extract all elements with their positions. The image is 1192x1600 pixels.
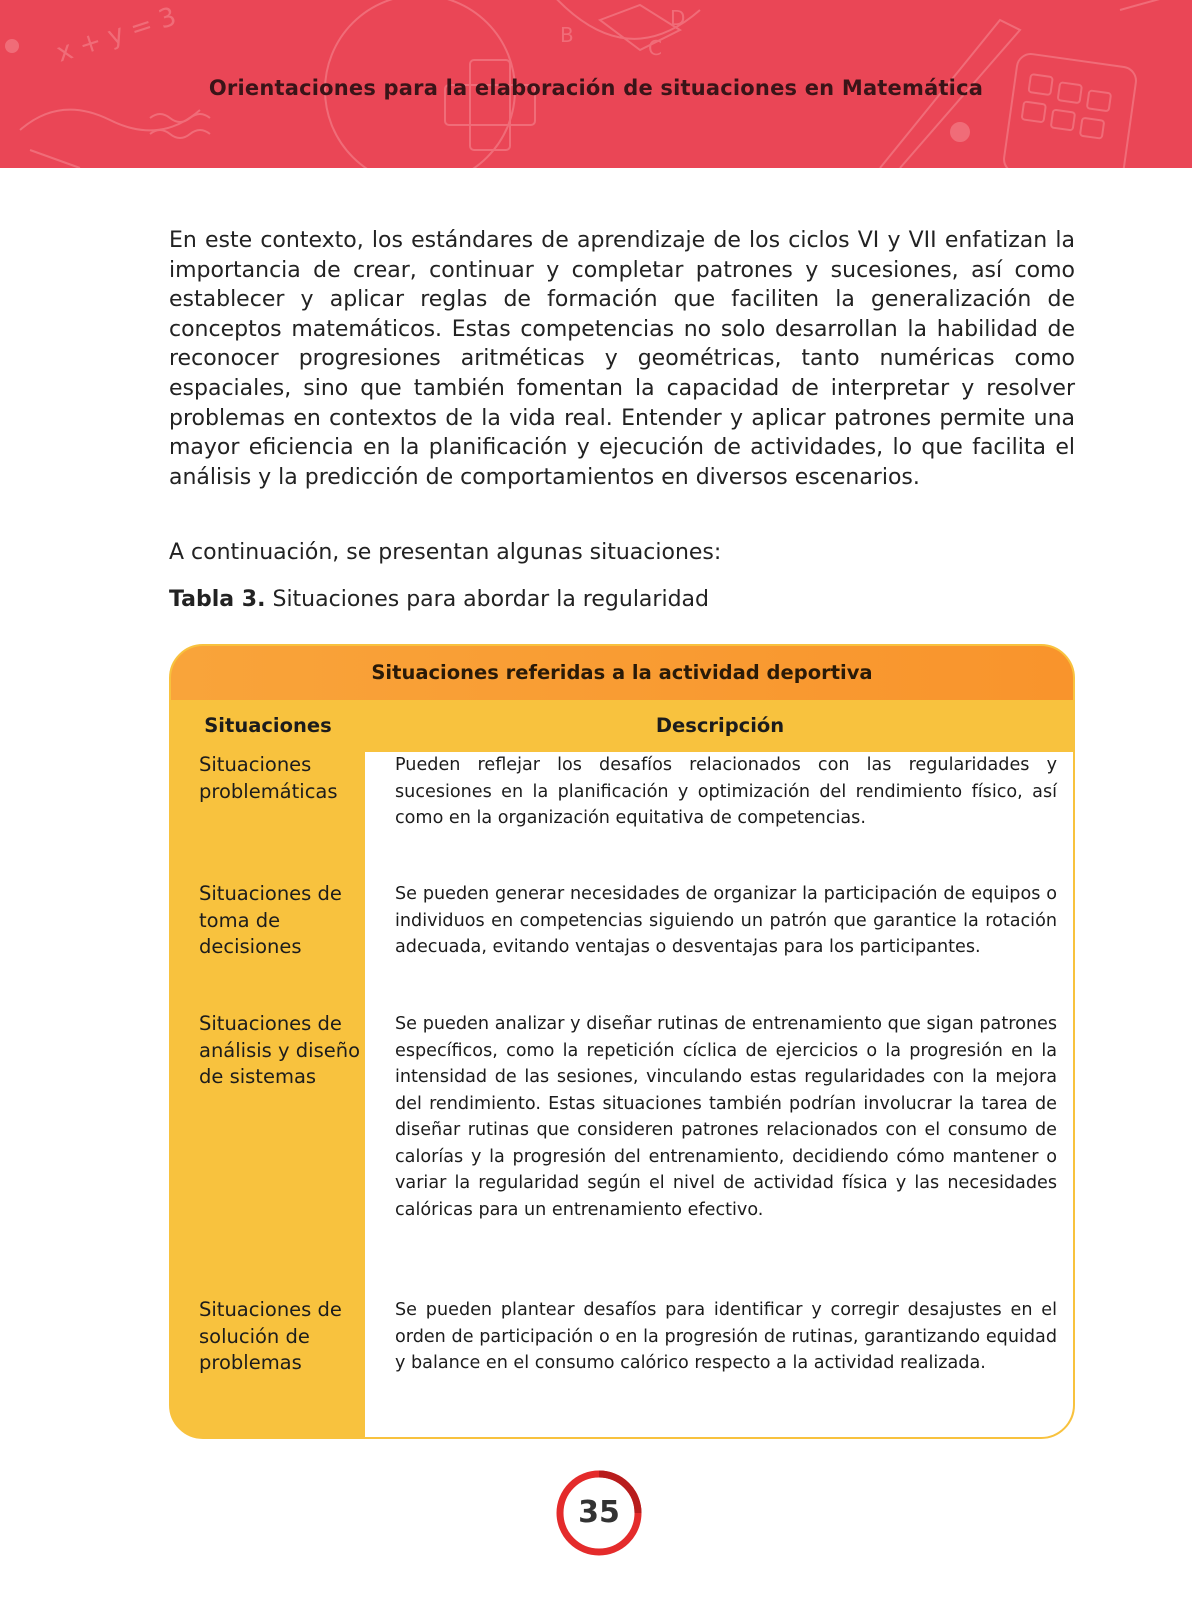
row-description: Se pueden generar necesidades de organizar la participación de equipos o individuos en competencias siguiendo un patrón que garantice la rotación adecuada, evitando ventajas o desventajas para los participantes. bbox=[395, 884, 1057, 957]
intro-text: A continuación, se presentan algunas situaciones: bbox=[169, 540, 722, 565]
svg-text:C: C bbox=[648, 36, 662, 60]
table-title: Situaciones referidas a la actividad deportiva bbox=[171, 646, 1073, 700]
row-label: Situaciones de toma de decisiones bbox=[199, 882, 342, 958]
row-description: Se pueden plantear desafíos para identificar y corregir desajustes en el orden de participación o en la progresión de rutinas, garantizando equidad y balance en el consumo calórico respecto a la actividad realizada. bbox=[395, 1300, 1057, 1373]
table-caption bbox=[169, 587, 1075, 612]
svg-text:B: B bbox=[560, 23, 574, 47]
page-number: 35 bbox=[578, 1495, 620, 1530]
svg-text:D: D bbox=[670, 6, 686, 30]
caption-label: Tabla 3. bbox=[169, 587, 266, 612]
body-paragraph: En este contexto, los estándares de aprendizaje de los ciclos VI y VII enfatizan la importancia de crear, continuar y completar patrones y sucesiones, así como establecer y aplicar reglas de formación que faciliten la generalización de conceptos matemáticos. Estas competencias no solo desarrollan la habilidad de reconocer progresiones aritméticas y geométricas, tanto numéricas como espaciales, sino que también fomentan la capacidad de interpretar y resolver problemas en contextos de la vida real. Entender y aplicar patrones permite una mayor eficiencia en la planificación y ejecución de actividades, lo que facilita el análisis y la predicción de comportamientos en diversos escenarios. bbox=[169, 228, 1075, 490]
header-title: Orientaciones para la elaboración de situaciones en Matemática bbox=[208, 76, 984, 100]
row-description: Pueden reflejar los desafíos relacionados con las regularidades y sucesiones en la planificación y optimización del rendimiento físico, así como en la organización equitativa de competencias. bbox=[395, 755, 1057, 828]
row-description: Se pueden analizar y diseñar rutinas de entrenamiento que sigan patrones específicos, como la repetición cíclica de ejercicios o la progresión en la intensidad de las sesiones, vinculando estas regularidades con la mejora del rendimiento. Estas situaciones también podrían involucrar la tarea de diseñar rutinas que consideren patrones relacionados con el consumo de calorías y la progresión del entrenamiento, decidiendo cómo mantener o variar la regularidad según el nivel de actividad física y las necesidades calóricas para un entrenamiento efectivo. bbox=[395, 1014, 1057, 1220]
column-header-situaciones: Situaciones bbox=[204, 714, 332, 737]
row-label: Situaciones problemáticas bbox=[199, 753, 338, 803]
column-header-descripcion: Descripción bbox=[655, 714, 785, 737]
page-header bbox=[0, 0, 1192, 168]
svg-text:x + y = 3: x + y = 3 bbox=[52, 1, 181, 69]
row-label: Situaciones de análisis y diseño de sistemas bbox=[199, 1012, 361, 1088]
situations-table bbox=[169, 644, 1075, 1439]
caption-text: Situaciones para abordar la regularidad bbox=[265, 587, 709, 612]
row-label: Situaciones de solución de problemas bbox=[199, 1298, 342, 1374]
